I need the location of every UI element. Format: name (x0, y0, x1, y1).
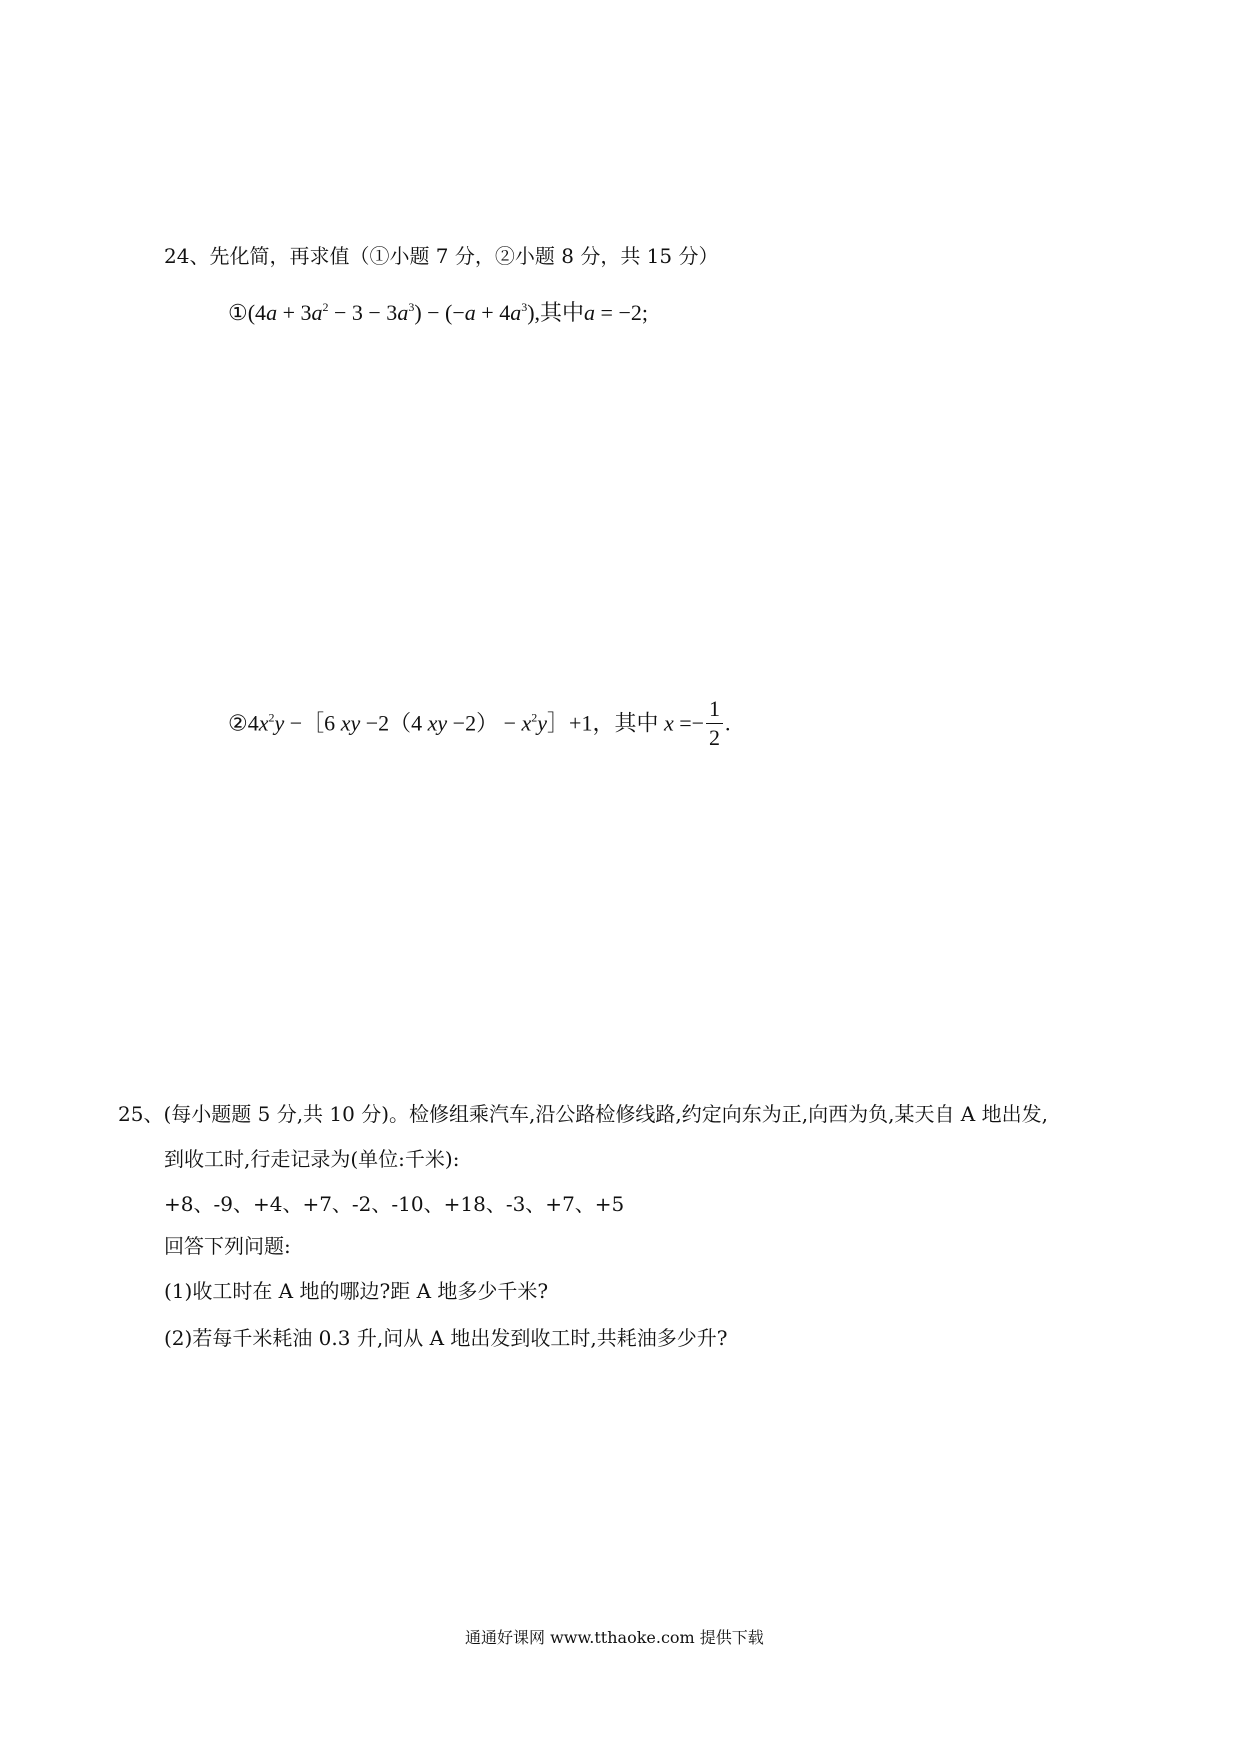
one-half-fraction: $\frac{1}{2}$ (706, 698, 723, 749)
question-24-header: 24、先化简，再求值（①小题 7 分，②小题 8 分，共 15 分） (164, 244, 719, 268)
circled-two-marker: ② (228, 710, 248, 736)
question-25-line-2: 到收工时,行走记录为(单位:千米): (164, 1147, 460, 1171)
question-25-subquestion-2: (2)若每千米耗油 0.3 升,问从 A 地出发到收工时,共耗油多少升? (164, 1326, 728, 1350)
question-25-prompt: 回答下列问题: (164, 1234, 291, 1258)
question-24-part-2-expression: $②4x^2y$ −［6 xy −2（4 xy $-2) - x^2y]+1$，其中 x =− $\frac{1}{2}$ . (228, 696, 731, 750)
question-25-subquestion-1: (1)收工时在 A 地的哪边?距 A 地多少千米? (164, 1279, 549, 1303)
page-footer: 通通好课网 www.tthaoke.com 提供下载 (465, 1628, 764, 1647)
question-24-part-1-expression: ①(4a + $3a^2 - 3 - 3a^3) - (-a + 4a^3)$,其中a = −2; (228, 300, 648, 325)
question-25-records: +8、-9、+4、+7、-2、-10、+18、-3、+7、+5 (164, 1192, 625, 1216)
question-25-header: 25、(每小题题 5 分,共 10 分)。检修组乘汽车,沿公路检修线路,约定向东为正,向西为负,某天自 A 地出发, (118, 1102, 1048, 1126)
circled-one-marker: ① (228, 300, 248, 325)
